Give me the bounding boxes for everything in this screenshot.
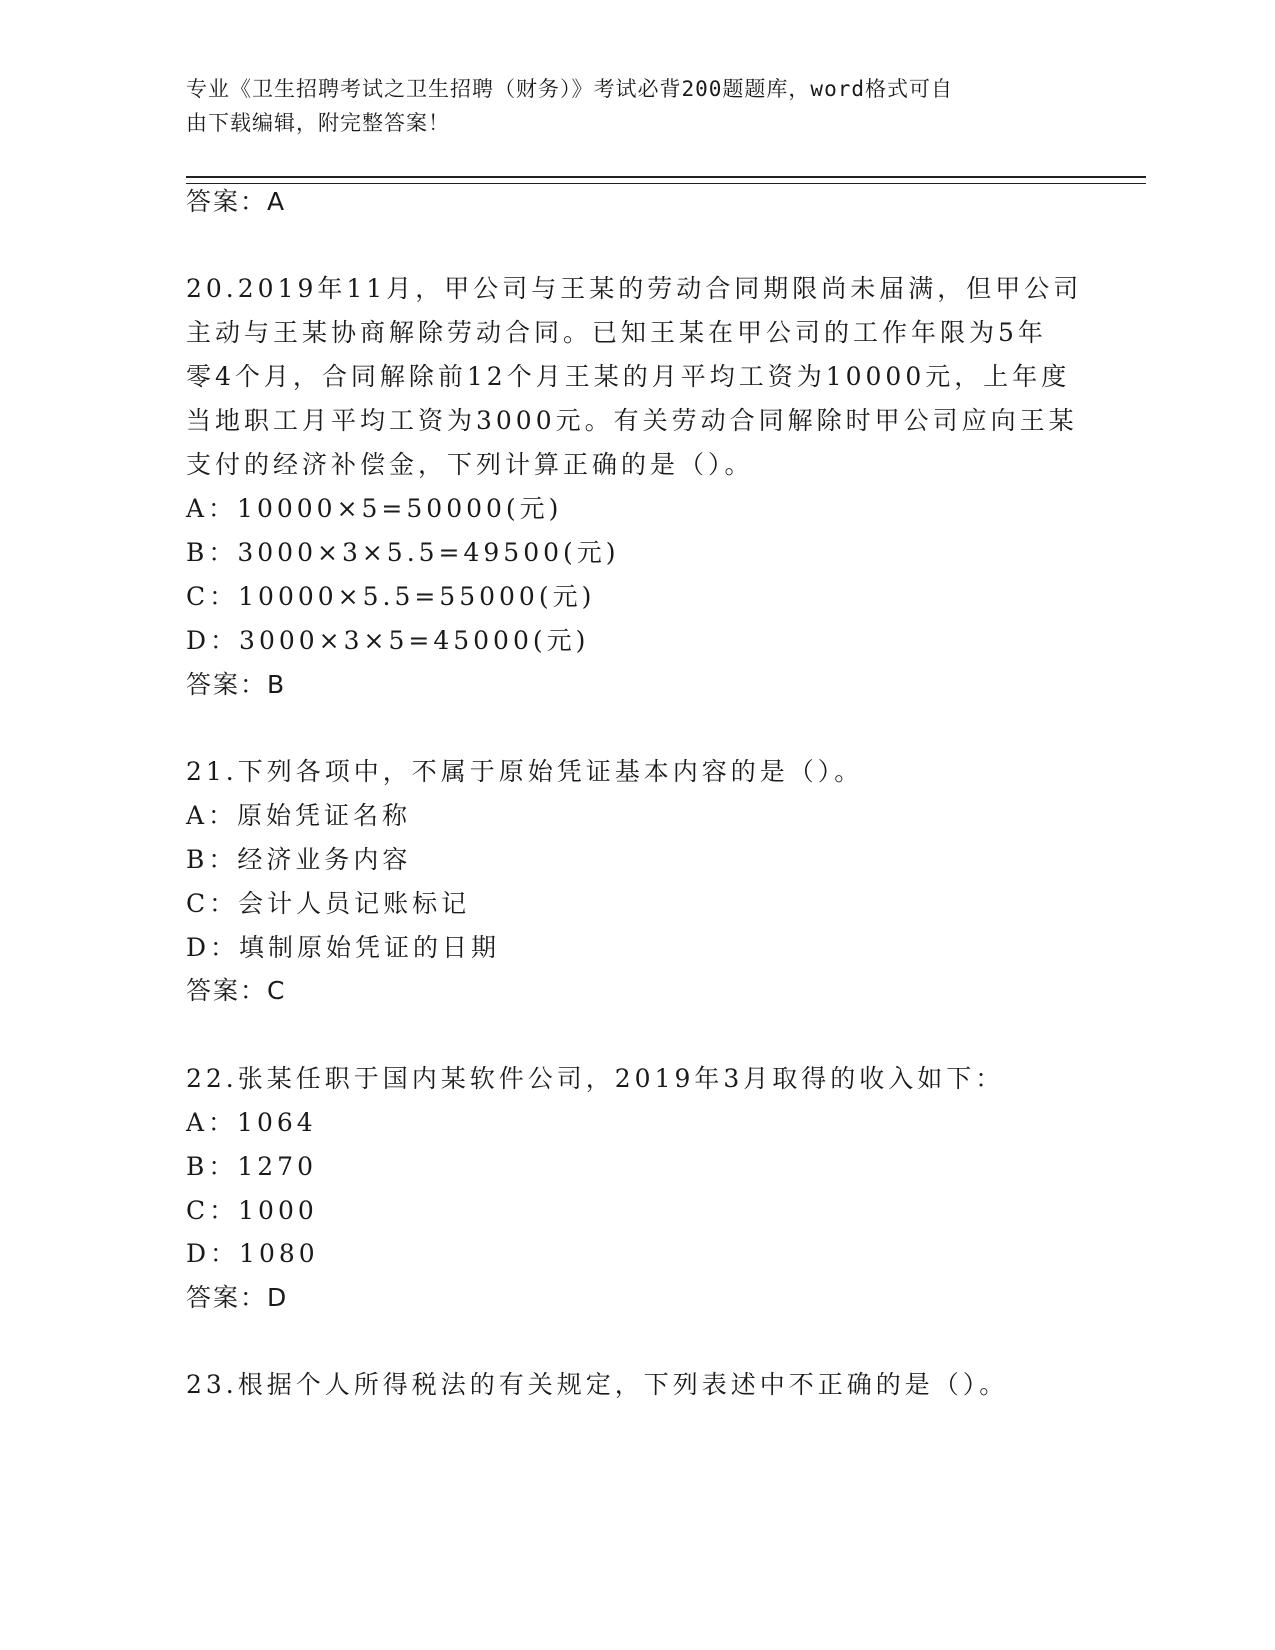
q22-option-b: B：1270 — [186, 1152, 317, 1181]
q20-stem-line-5: 支付的经济补偿金，下列计算正确的是（）。 — [186, 450, 754, 479]
q20-stem-line-3: 零4个月，合同解除前12个月王某的月平均工资为10000元，上年度 — [186, 362, 1071, 391]
header-rule-thin — [186, 183, 1146, 184]
document-header — [186, 72, 1066, 140]
q20-stem-line-1: 20.2019年11月，甲公司与王某的劳动合同期限尚未届满，但甲公司 — [186, 274, 1083, 303]
q20-option-d: D：3000×3×5=45000(元) — [186, 626, 590, 655]
q23-stem: 23.根据个人所得税法的有关规定，下列表述中不正确的是（）。 — [186, 1370, 1009, 1399]
q21-option-b: B：经济业务内容 — [186, 845, 412, 874]
q20-option-a: A：10000×5=50000(元) — [186, 494, 563, 523]
q20-answer: 答案：B — [186, 670, 287, 699]
q21-option-c: C：会计人员记账标记 — [186, 889, 471, 918]
q22-option-c: C：1000 — [186, 1196, 318, 1225]
q20-stem-line-4: 当地职工月平均工资为3000元。有关劳动合同解除时甲公司应向王某 — [186, 406, 1078, 435]
q21-option-a: A：原始凭证名称 — [186, 801, 412, 830]
q22-stem: 22.张某任职于国内某软件公司，2019年3月取得的收入如下： — [186, 1064, 1005, 1093]
q20-stem-line-2: 主动与王某协商解除劳动合同。已知王某在甲公司的工作年限为5年 — [186, 318, 1047, 347]
q20-option-c: C：10000×5.5=55000(元) — [186, 582, 596, 611]
header-line-1: 专业《卫生招聘考试之卫生招聘（财务）》考试必背200题题库，word格式可自 — [186, 77, 953, 101]
header-rule-thick — [186, 176, 1146, 178]
q22-answer: 答案：D — [186, 1283, 289, 1312]
q21-stem: 21.下列各项中，不属于原始凭证基本内容的是（）。 — [186, 757, 864, 786]
header-line-2: 由下载编辑，附完整答案！ — [186, 111, 450, 135]
q21-option-d: D：填制原始凭证的日期 — [186, 933, 501, 962]
q20-option-b: B：3000×3×5.5=49500(元) — [186, 538, 620, 567]
q22-option-a: A：1064 — [186, 1108, 317, 1137]
q21-answer: 答案：C — [186, 976, 287, 1005]
answer-previous: 答案：A — [186, 187, 287, 216]
q22-option-d: D：1080 — [186, 1239, 319, 1268]
